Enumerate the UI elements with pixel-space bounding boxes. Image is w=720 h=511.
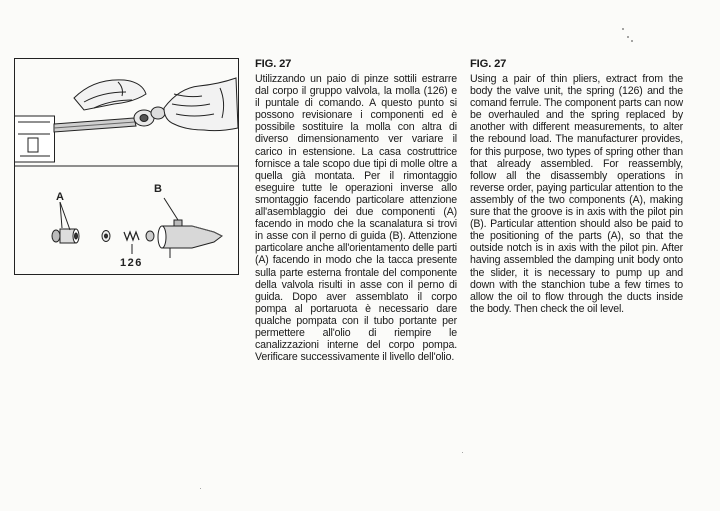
scan-speck [627,36,629,38]
figure-27-illustration [14,58,239,275]
english-column [470,58,683,315]
italian-body-text: Utilizzando un paio di pinze sottili estrarre dal corpo il gruppo valvola, la molla (126) e il puntale di comando. A questo punto si possono revisionare i componenti ed è possibile sostituire la molla con altra di diverso dimensionamento ver variare il carico in estensione. La casa costruttrice fornisce a tale scopo due tipi di molle oltre a quella già montata. Per il rimontaggio eseguire tutte le operazioni inverse allo smontaggio facendo particolare attenzione all'asemblaggio dei due componenti (A) facendo in modo che la scanalatura si trovi in asse con il perno di guida (B). Attenzione particolare anche all'orientamento delle parti (A) facendo in modo che la tacca presente sulla parte esterna frontale del componente della valvola risulti in asse con il perno di guida. Dopo aver assemblato il corpo pompa al portaruota è necessario dare qualche pompata con il tubo portante per permettere all'olio di riempire le canalizzazioni interne del corpo pompa. Verificare successivamente il livello dell'olio. [255,73,457,364]
label-spring-number: 126 [120,257,143,269]
italian-column [255,58,457,363]
scan-speck [200,488,201,489]
english-body-text: Using a pair of thin pliers, extract from the body the valve unit, the spring (126) and the comand ferrule. The component parts can now be overhauled and the spring replaced by another with different measurements, to alter the rebound load. The manufacturer provides, for this purpose, two types of spring other than that already assembled. For reassembly, follow all the disassembly operations in reverse order, paying particular attention to the assembly of the two components (A), making sure that the groove is in axis with the pilot pin (B). Particular attention should also be paid to the positioning of the parts (A), so that the outside notch is in axis with the pilot pin. After having assembled the damping unit body onto the slider, it is necessary to pump up and down with the stanchion tube a few times to allow the oil to flow through the ducts inside the body. Then check the oil level. [470,73,683,315]
scan-speck [462,452,463,453]
label-part-b: B [154,183,162,195]
hands-with-pliers-icon [15,78,239,162]
scan-speck [631,40,633,42]
valve-disassembly-drawing [14,58,239,275]
italian-figure-title: FIG. 27 [255,58,292,70]
scan-speck [622,28,624,30]
label-part-a: A [56,191,64,203]
exploded-parts-icon [52,198,222,258]
english-figure-title: FIG. 27 [470,58,507,70]
